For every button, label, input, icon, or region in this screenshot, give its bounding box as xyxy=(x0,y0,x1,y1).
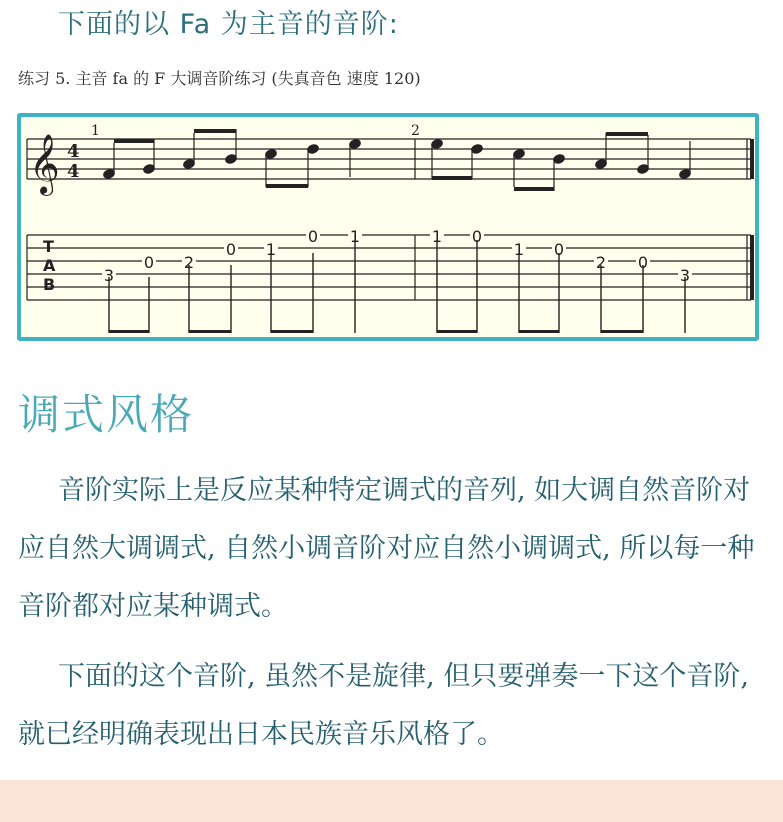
tab-fret-number: 3 xyxy=(103,266,115,285)
final-barline-thick xyxy=(750,139,754,179)
tab-final-barline xyxy=(750,235,754,300)
tab-fret-number: 0 xyxy=(307,227,319,246)
time-signature-bottom: 4 xyxy=(67,161,80,182)
footer-band xyxy=(0,780,783,822)
paragraph-1-text: 音阶实际上是反应某种特定调式的音列, 如大调自然音阶对应自然大调调式, 自然小调音阶对应自然小调调式, 所以每一种音阶都对应某种调式。 xyxy=(18,475,755,622)
tab-fret-number: 0 xyxy=(225,240,237,259)
intro-text: 下面的以 Fa 为主音的音阶: xyxy=(58,9,399,40)
tab-fret-number: 0 xyxy=(637,253,649,272)
tab-fret-number: 3 xyxy=(679,266,691,285)
tab-beams xyxy=(109,330,643,333)
measure-number-2: 2 xyxy=(411,123,420,139)
tab-label-t: T xyxy=(43,237,54,256)
tab-fret-number: 1 xyxy=(431,227,443,246)
treble-clef-icon: 𝄞 xyxy=(29,134,60,194)
tab-fret-number: 2 xyxy=(595,253,607,272)
tab-fret-number: 0 xyxy=(143,253,155,272)
staff-notes xyxy=(102,129,691,191)
paragraph-1 xyxy=(18,462,768,636)
tab-fret-number: 0 xyxy=(471,227,483,246)
tab-fret-number: 1 xyxy=(513,240,525,259)
score-notation xyxy=(21,117,755,337)
section-heading: 调式风格 xyxy=(18,390,195,439)
tab-fret-number: 1 xyxy=(265,240,277,259)
time-signature-top: 4 xyxy=(67,141,80,162)
exercise-caption: 练习 5. 主音 fa 的 F 大调音阶练习 (失真音色 速度 120) xyxy=(18,69,421,88)
measure-number-1: 1 xyxy=(91,123,100,139)
tab-fret-number: 0 xyxy=(553,240,565,259)
music-score xyxy=(17,113,759,341)
tab-label-a: A xyxy=(43,256,56,275)
tab-fret-number: 2 xyxy=(183,253,195,272)
paragraph-2-text: 下面的这个音阶, 虽然不是旋律, 但只要弹奏一下这个音阶, 就已经明确表现出日本民族音乐风格了。 xyxy=(18,661,749,750)
paragraph-2 xyxy=(18,648,768,764)
tab-label-b: B xyxy=(43,275,56,294)
tab-fret-number: 1 xyxy=(349,227,361,246)
tab-notes xyxy=(102,227,692,285)
